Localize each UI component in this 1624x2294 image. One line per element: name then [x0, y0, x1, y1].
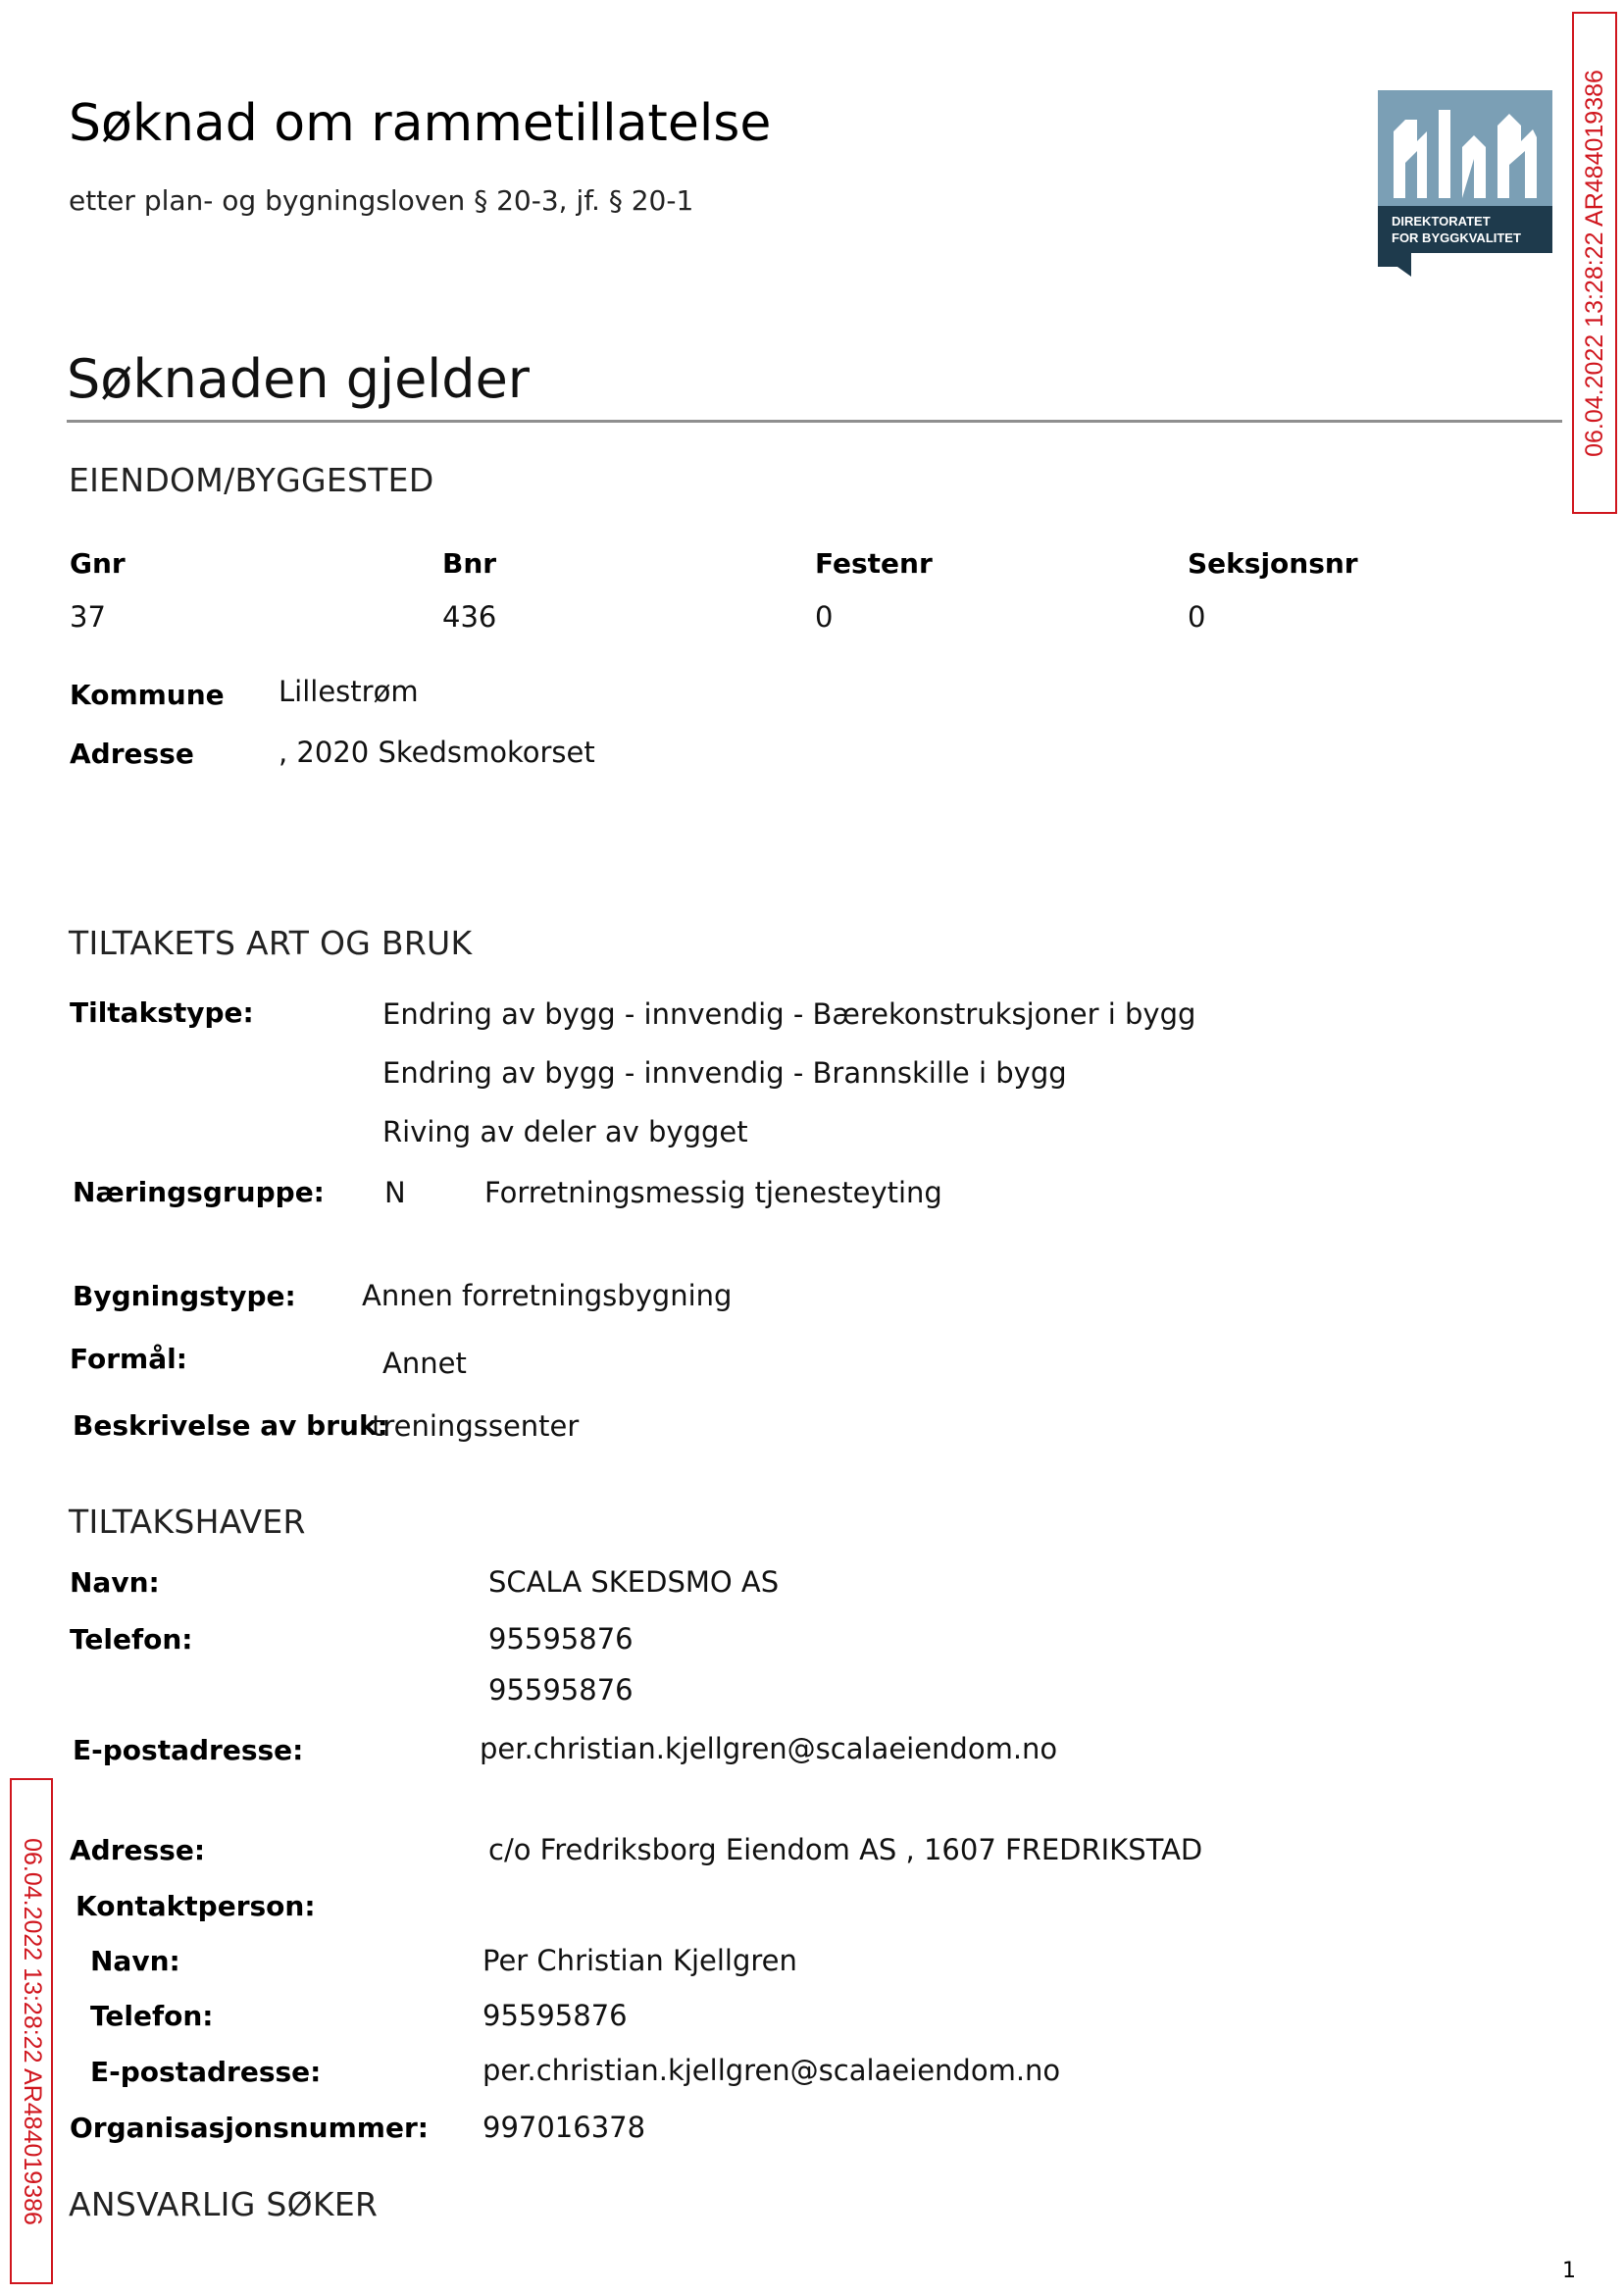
formal-label: Formål: — [70, 1343, 187, 1375]
section-tiltak-heading: TILTAKETS ART OG BRUK — [69, 924, 473, 962]
tiltakshaver-adresse-value: c/o Fredriksborg Eiendom AS , 1607 FREDRIKSTAD — [488, 1833, 1203, 1866]
gnr-value: 37 — [70, 600, 106, 634]
bygningstype-label: Bygningstype: — [73, 1280, 296, 1312]
date-stamp-text: 06.04.2022 13:28:22 AR484019386 — [1580, 69, 1608, 457]
seksjonsnr-label: Seksjonsnr — [1188, 547, 1358, 580]
navn-value: SCALA SKEDSMO AS — [488, 1565, 780, 1599]
adresse-label: Adresse — [70, 738, 194, 770]
date-stamp-text: 06.04.2022 13:28:22 AR484019386 — [18, 1837, 46, 2225]
seksjonsnr-value: 0 — [1188, 600, 1206, 634]
tiltakstype-item: Riving av deler av bygget — [382, 1115, 748, 1148]
orgnr-label: Organisasjonsnummer: — [70, 2112, 429, 2144]
telefon-value: 95595876 — [488, 1622, 634, 1656]
adresse-value: , 2020 Skedsmokorset — [279, 736, 595, 769]
naeringsgruppe-value: Forretningsmessig tjenesteyting — [484, 1176, 942, 1209]
orgnr-value: 997016378 — [482, 2111, 646, 2144]
kontakt-epost-label: E-postadresse: — [90, 2056, 322, 2088]
bygningstype-value: Annen forretningsbygning — [362, 1279, 733, 1312]
festenr-label: Festenr — [815, 547, 933, 580]
date-stamp-top — [1572, 12, 1617, 514]
beskrivelse-value: treningssenter — [372, 1409, 580, 1443]
page-number: 1 — [1562, 2259, 1576, 2283]
formal-value: Annet — [382, 1347, 467, 1380]
tiltakshaver-adresse-label: Adresse: — [70, 1834, 206, 1866]
kommune-label: Kommune — [70, 679, 225, 711]
kontakt-telefon-label: Telefon: — [90, 2000, 214, 2032]
telefon-value: 95595876 — [488, 1673, 634, 1707]
naeringsgruppe-code: N — [384, 1176, 406, 1209]
kontakt-telefon-value: 95595876 — [482, 1999, 628, 2032]
tiltakstype-label: Tiltakstype: — [70, 996, 254, 1029]
gnr-label: Gnr — [70, 547, 126, 580]
beskrivelse-label: Beskrivelse av bruk: — [73, 1409, 388, 1442]
dibk-logo — [1378, 90, 1552, 277]
tiltakstype-item: Endring av bygg - innvendig - Brannskille i bygg — [382, 1056, 1067, 1090]
festenr-value: 0 — [815, 600, 834, 634]
document-title: Søknad om rammetillatelse — [69, 94, 772, 153]
logo-text-line1: DIREKTORATET — [1392, 214, 1491, 229]
kontaktperson-label: Kontaktperson: — [76, 1890, 316, 1922]
naeringsgruppe-label: Næringsgruppe: — [73, 1176, 325, 1208]
bnr-value: 436 — [442, 600, 497, 634]
section-ansvarlig-soker-heading: ANSVARLIG SØKER — [69, 2185, 379, 2223]
main-heading: Søknaden gjelder — [67, 348, 530, 410]
bnr-label: Bnr — [442, 547, 497, 580]
kontakt-epost-value: per.christian.kjellgren@scalaeiendom.no — [482, 2054, 1061, 2087]
logo-text-line2: FOR BYGGKVALITET — [1392, 230, 1521, 245]
kommune-value: Lillestrøm — [279, 675, 419, 708]
date-stamp-side — [10, 1778, 53, 2284]
telefon-label: Telefon: — [70, 1623, 193, 1656]
kontakt-navn-value: Per Christian Kjellgren — [482, 1944, 797, 1977]
document-subtitle: etter plan- og bygningsloven § 20-3, jf. § 20-1 — [69, 184, 694, 217]
navn-label: Navn: — [70, 1566, 160, 1599]
tiltakstype-item: Endring av bygg - innvendig - Bærekonstruksjoner i bygg — [382, 997, 1196, 1031]
section-eiendom-heading: EIENDOM/BYGGESTED — [69, 461, 434, 499]
section-tiltakshaver-heading: TILTAKSHAVER — [69, 1503, 306, 1541]
epost-label: E-postadresse: — [73, 1734, 304, 1766]
kontakt-navn-label: Navn: — [90, 1945, 180, 1977]
epost-value: per.christian.kjellgren@scalaeiendom.no — [480, 1732, 1058, 1765]
heading-divider — [67, 420, 1562, 423]
